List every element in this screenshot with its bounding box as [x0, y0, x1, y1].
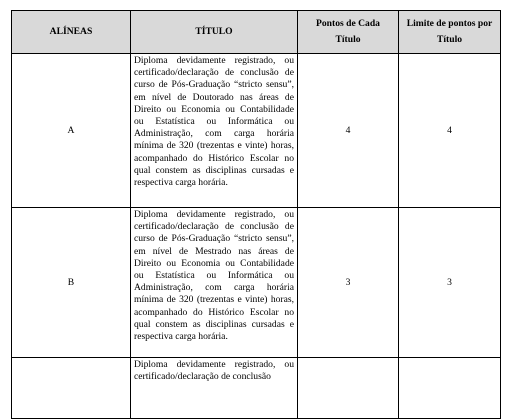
- table-row: [12, 208, 501, 358]
- titulo-text: Diploma devidamente registrado, ou certificado/declaração de conclusão de curso de Pós-Graduação “stricto sensu”, em nível de Mestrado nas áreas de Direito ou Economia ou Contabilidade ou Estatística ou Informática ou Administração, com carga horária mínima de 320 (trezentas e vinte) horas, acompanhado do Histórico Escolar no qual constem as disciplinas cursadas e respectiva carga horária.: [134, 209, 294, 343]
- table-row: [12, 54, 501, 208]
- alinea-cell: [12, 358, 131, 419]
- titulo-cell: [131, 54, 298, 208]
- limite-cell: 3: [399, 208, 501, 358]
- header-limite-line2: Título: [436, 34, 463, 45]
- limite-cell: [399, 358, 501, 419]
- points-table: [11, 10, 501, 419]
- titulo-text: Diploma devidamente registrado, ou certificado/declaração de conclusão de curso de Pós-Graduação “stricto sensu”, em nível de Doutorado nas áreas de Direito ou Economia ou Contabilidade ou Estatística ou Informática ou Administração, com carga horária mínima de 320 (trezentas e vinte) horas, acompanhado do Histórico Escolar no qual constem as disciplinas cursadas e respectiva carga horária.: [134, 55, 294, 189]
- pontos-cell: 4: [298, 54, 399, 208]
- header-limite: [399, 11, 501, 54]
- header-pontos-line2: Título: [335, 34, 361, 45]
- alinea-cell: B: [12, 208, 131, 358]
- header-titulo: TÍTULO: [131, 11, 298, 54]
- table-row: [12, 358, 501, 419]
- pontos-cell: [298, 358, 399, 419]
- limite-cell: 4: [399, 54, 501, 208]
- header-pontos-line1: Pontos de Cada: [316, 18, 380, 29]
- header-pontos: [298, 11, 399, 54]
- titulo-text: Diploma devidamente registrado, ou certificado/declaração de conclusão: [134, 359, 294, 383]
- alinea-cell: A: [12, 54, 131, 208]
- header-limite-line1: Limite de pontos por: [406, 18, 493, 29]
- titulo-cell: [131, 208, 298, 358]
- table-header-row: [12, 11, 501, 54]
- titulo-cell: [131, 358, 298, 419]
- header-alineas: ALÍNEAS: [12, 11, 131, 54]
- pontos-cell: 3: [298, 208, 399, 358]
